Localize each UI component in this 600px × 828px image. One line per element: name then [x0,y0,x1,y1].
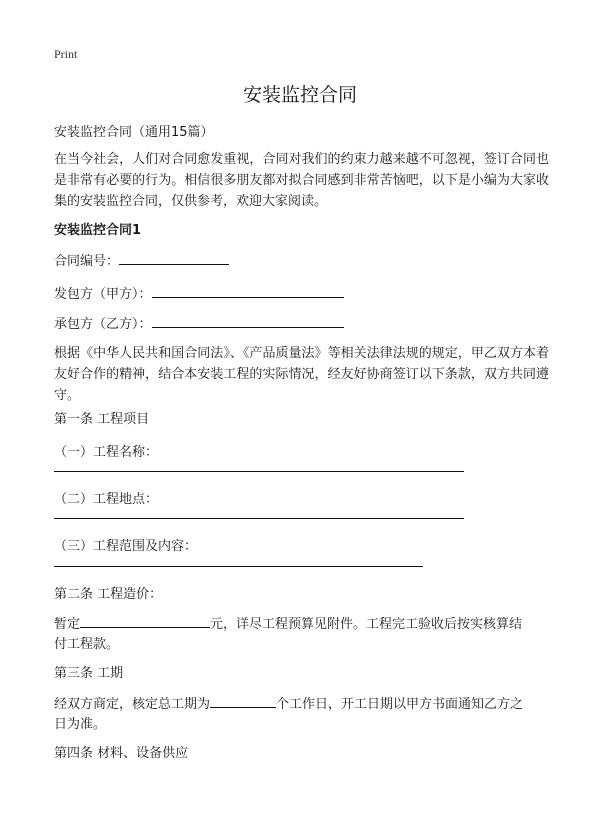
contract-number-row [54,250,229,269]
item-project-scope: （三）工程范围及内容： [54,539,198,554]
article-1-heading: 第一条 工程项目 [54,412,150,427]
contract-number-blank [119,250,229,265]
period-prefix: 经双方商定，核定总工期为 [54,697,211,712]
party-a-row [54,283,344,302]
period-row [54,693,523,712]
price-suffix: 元，详尽工程预算见附件。工程完工验收后按实核算结 [210,617,523,632]
party-b-label: 承包方（乙方）： [54,317,152,332]
section-heading: 安装监控合同1 [54,223,142,238]
price-row [54,613,522,632]
print-label[interactable]: Print [54,47,78,61]
item-project-name: （一）工程名称： [54,445,159,460]
party-a-label: 发包方（甲方）： [54,287,152,302]
item-project-location: （二）工程地点： [54,492,159,507]
period-blank [210,693,276,708]
price-row-continued: 付工程款。 [54,637,120,652]
basis-paragraph: 根据《中华人民共和国合同法》、《产品质量法》等相关法律法规的规定，甲乙双方本着友好合作的精神，结合本安装工程的实际情况，经友好协商签订以下条款，双方共同遵守。 [54,346,549,403]
contract-number-label: 合同编号： [54,254,120,269]
period-suffix: 个工作日，开工日期以甲方书面通知乙方之 [276,697,524,712]
article-3-heading: 第三条 工期 [54,666,124,681]
party-b-row [54,313,344,332]
period-row-continued: 日为准。 [54,717,107,732]
document-subtitle: 安装监控合同（通用15篇） [54,125,214,140]
intro-paragraph: 在当今社会，人们对合同愈发重视，合同对我们的约束力越来越不可忽视，签订合同也是非常有必要的行为。相信很多朋友都对拟合同感到非常苦恼吧，以下是小编为大家收集的安装监控合同，仅供参考，欢迎大家阅读。 [54,152,549,209]
project-scope-blank [54,566,423,567]
party-b-blank [152,313,344,328]
price-prefix: 暂定 [54,617,81,632]
party-a-blank [152,283,344,298]
article-4-heading: 第四条 材料、设备供应 [54,746,189,761]
price-blank [80,613,210,628]
project-name-blank [54,471,464,472]
article-2-heading: 第二条 工程造价： [54,587,163,602]
project-location-blank [54,518,464,519]
document-title: 安装监控合同 [242,84,357,106]
